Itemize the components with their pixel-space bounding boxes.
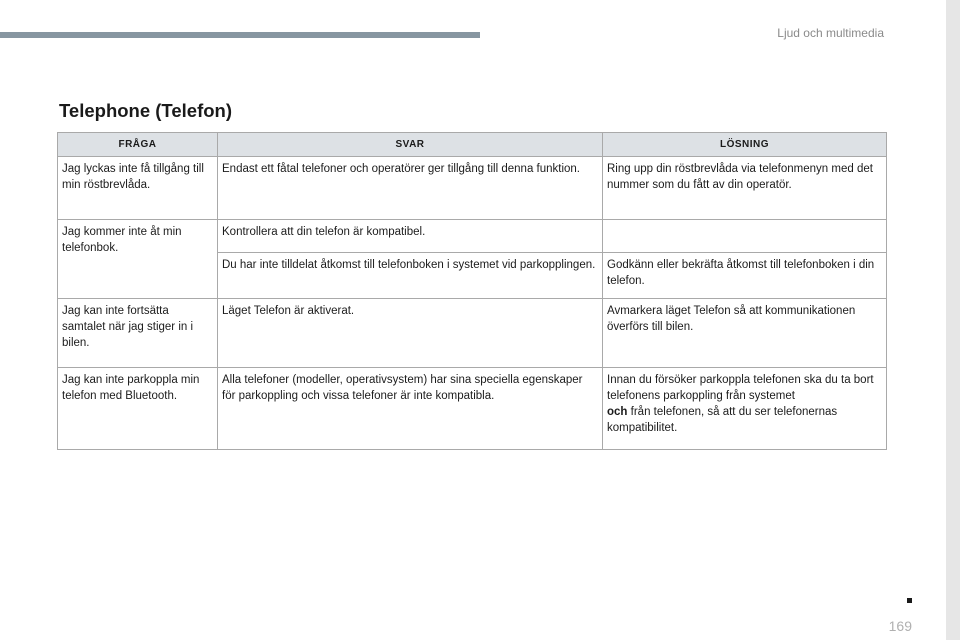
solution-cell: [603, 368, 887, 450]
question-cell: Jag lyckas inte få tillgång till min röstbrevlåda.: [58, 157, 218, 220]
table-row: [58, 157, 887, 220]
question-cell: Jag kan inte fortsätta samtalet när jag stiger in i bilen.: [58, 299, 218, 368]
solution-cell: [603, 220, 887, 253]
table-row: [58, 220, 887, 253]
solution-text-part1: Innan du försöker parkoppla telefonen ska du ta bort telefonens parkoppling från systemet: [607, 374, 874, 402]
question-cell: Jag kommer inte åt min telefonbok.: [58, 220, 218, 299]
answer-cell: Endast ett fåtal telefoner och operatörer ger tillgång till denna funktion.: [218, 157, 603, 220]
table-row: [58, 299, 887, 368]
column-header-question: FRÅGA: [58, 133, 218, 157]
answer-cell: Kontrollera att din telefon är kompatibel.: [218, 220, 603, 253]
header-accent-bar: [0, 32, 480, 38]
solution-cell: Godkänn eller bekräfta åtkomst till telefonboken i din telefon.: [603, 253, 887, 299]
page-side-strip: [946, 0, 960, 640]
troubleshooting-table: [57, 132, 887, 450]
solution-cell: Avmarkera läget Telefon så att kommunikationen överförs till bilen.: [603, 299, 887, 368]
page-title: Telephone (Telefon): [59, 100, 233, 121]
page-marker-dot: [907, 598, 912, 603]
solution-emphasis: och: [607, 406, 628, 418]
column-header-solution: LÖSNING: [603, 133, 887, 157]
table-header-row: [58, 133, 887, 157]
page-number: 169: [888, 618, 912, 634]
column-header-answer: SVAR: [218, 133, 603, 157]
answer-cell: Läget Telefon är aktiverat.: [218, 299, 603, 368]
answer-cell: Du har inte tilldelat åtkomst till telefonboken i systemet vid parkopplingen.: [218, 253, 603, 299]
section-title: Ljud och multimedia: [777, 26, 884, 40]
solution-text-part2: från telefonen, så att du ser telefonernas kompatibilitet.: [607, 406, 838, 434]
solution-cell: Ring upp din röstbrevlåda via telefonmenyn med det nummer som du fått av din operatör.: [603, 157, 887, 220]
answer-cell: Alla telefoner (modeller, operativsystem) har sina speciella egenskaper för parkoppling och vissa telefoner är inte kompatibla.: [218, 368, 603, 450]
question-cell: Jag kan inte parkoppla min telefon med Bluetooth.: [58, 368, 218, 450]
table-row: [58, 368, 887, 450]
